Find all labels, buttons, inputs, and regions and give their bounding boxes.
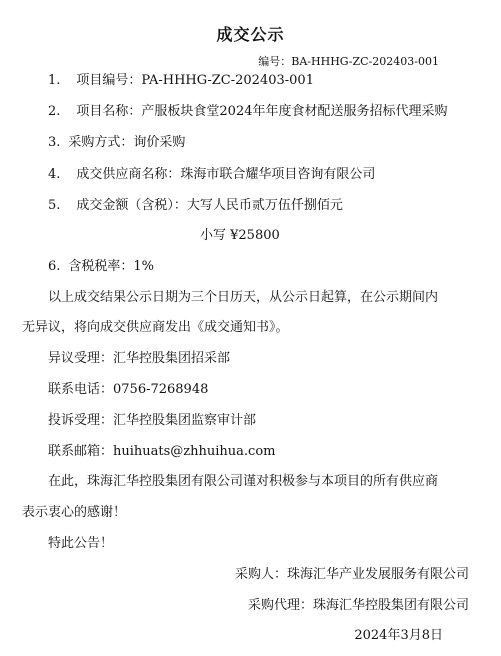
closing-statement: 特此公告！ [48, 536, 114, 551]
thanks-paragraph-line-1: 在此，珠海汇华控股集团有限公司谨对积极参与本项目的所有供应商 [48, 474, 439, 489]
item-amount [48, 198, 343, 214]
phone-contact: 联系电话：0756-7268948 [48, 382, 209, 397]
reference-number: 编号：BA-HHHG-ZC-202403-001 [258, 55, 439, 68]
item-text: 成交金额（含税）：大写人民币贰万伍仟捌佰元 [76, 198, 343, 213]
item-number: 4. [48, 167, 61, 182]
amount-small: 小写 ¥25800 [200, 228, 280, 243]
agent-signature: 采购代理：珠海汇华控股集团有限公司 [247, 598, 469, 613]
item-tax-rate [48, 259, 154, 275]
item-number: 5. [48, 198, 61, 213]
item-supplier-name [48, 167, 375, 183]
thanks-paragraph-line-2: 表示衷心的感谢！ [22, 505, 127, 520]
item-text: 成交供应商名称：珠海市联合耀华项目咨询有限公司 [76, 167, 376, 182]
announcement-date: 2024年3月8日 [354, 628, 443, 643]
purchaser-signature: 采购人：珠海汇华产业发展服务有限公司 [234, 567, 469, 582]
item-number: 6. [48, 259, 61, 274]
notice-paragraph-line-2: 无异议，将向成交供应商发出《成交通知书》。 [22, 320, 289, 335]
item-number: 2. [48, 104, 61, 119]
item-text: 项目编号：PA-HHHG-ZC-202403-001 [76, 73, 314, 88]
item-number: 1. [48, 73, 61, 88]
page-title: 成交公示 [216, 25, 285, 44]
notice-paragraph-line-1: 以上成交结果公示日期为三个日历天，从公示日起算，在公示期间内 [48, 290, 439, 305]
item-text: 项目名称：产服板块食堂2024年年度食材配送服务招标代理采购 [76, 104, 448, 119]
item-text: 含税税率：1% [68, 259, 155, 274]
objection-contact: 异议受理：汇华控股集团招采部 [48, 351, 231, 366]
item-text: 采购方式：询价采购 [68, 135, 186, 150]
item-project-number [48, 73, 314, 89]
complaint-contact: 投诉受理：汇华控股集团监察审计部 [48, 413, 257, 428]
item-procurement-method [48, 135, 185, 151]
item-number: 3. [48, 135, 61, 150]
email-contact: 联系邮箱：huihuats@zhhuihua.com [48, 444, 276, 459]
item-project-name [48, 104, 448, 120]
